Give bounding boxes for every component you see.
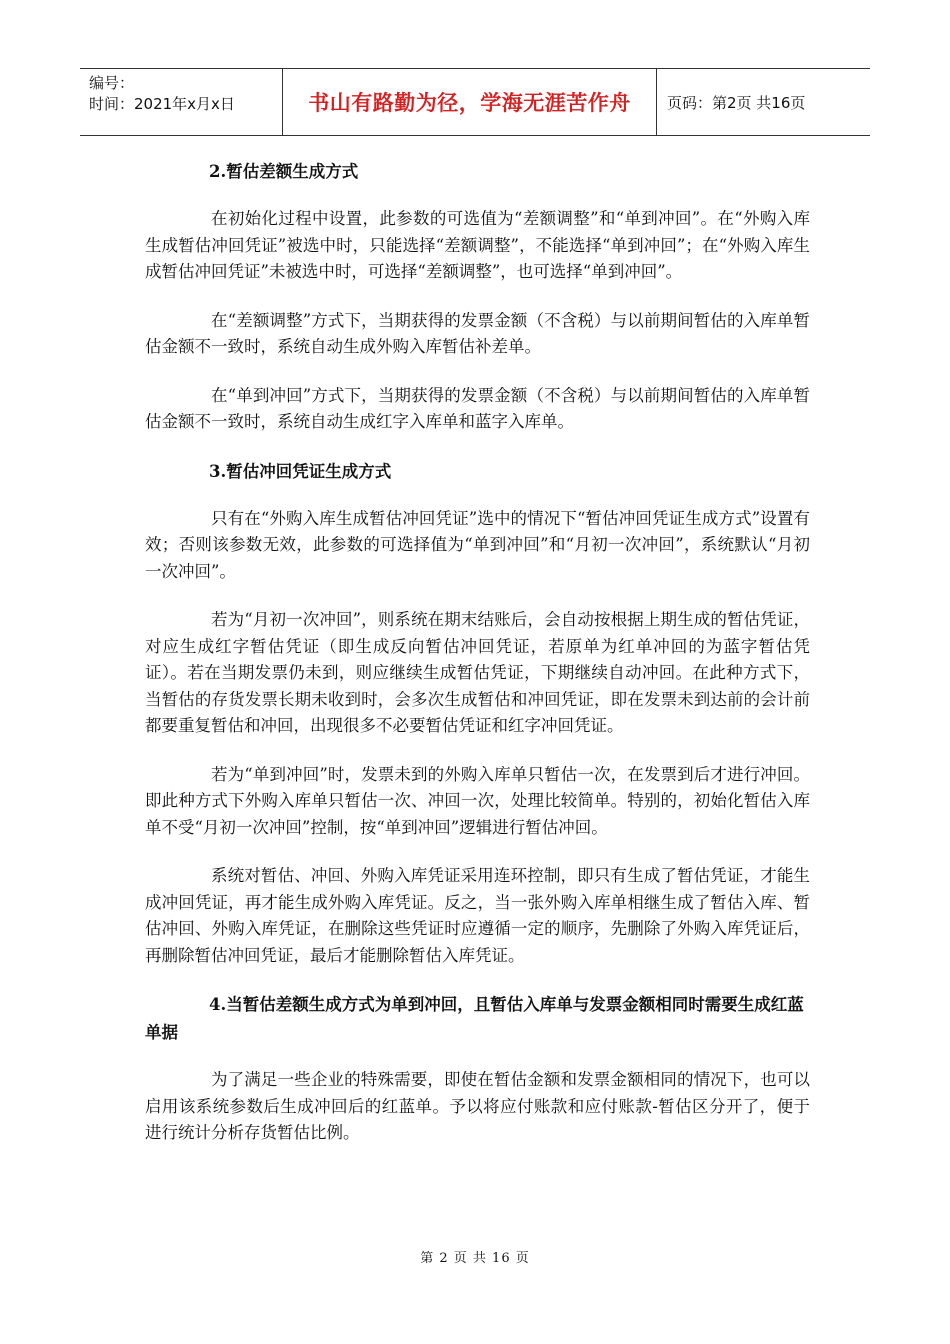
- page-footer: 第 2 页 共 16 页: [420, 1251, 530, 1266]
- section-heading: 4.当暂估差额生成方式为单到冲回，且暂估入库单与发票金额相同时需要生成红蓝单据: [145, 995, 804, 1042]
- motto-text: 书山有路勤为径，学海无涯苦作舟: [308, 91, 631, 115]
- page-header: [80, 68, 870, 136]
- document-body: [145, 158, 810, 1147]
- paragraph: 在初始化过程中设置，此参数的可选值为“差额调整”和“单到冲回”。在“外购入库生成暂估冲回凭证”被选中时，只能选择“差额调整”，不能选择“单到冲回”；在“外购入库生成暂估冲回凭证”未被选中时，可选择“差额调整”，也可选择“单到冲回”。: [145, 209, 810, 281]
- paragraph: 在“单到冲回”方式下，当期获得的发票金额（不含税）与以前期间暂估的入库单暂估金额不一致时，系统自动生成红字入库单和蓝字入库单。: [145, 385, 810, 431]
- header-meta: [80, 69, 283, 135]
- paragraph: 若为“月初一次冲回”，则系统在期末结账后，会自动按根据上期生成的暂估凭证，对应生成红字暂估凭证（即生成反向暂估冲回凭证，若原单为红单冲回的为蓝字暂估凭证）。若在当期发票仍未到，则应继续生成暂估凭证，下期继续自动冲回。在此种方式下，当暂估的存货发票长期未收到时，会多次生成暂估和冲回凭证，即在发票未到达前的会计前都要重复暂估和冲回，出现很多不必要暂估凭证和红字冲回凭证。: [145, 610, 810, 735]
- time-label: 时间：2021年x月x日: [89, 95, 235, 113]
- paragraph: 在“差额调整”方式下，当期获得的发票金额（不含税）与以前期间暂估的入库单暂估金额不一致时，系统自动生成外购入库暂估补差单。: [145, 310, 810, 356]
- paragraph: 只有在“外购入库生成暂估冲回凭证”选中的情况下“暂估冲回凭证生成方式”设置有效；否则该参数无效，此参数的可选择值为“单到冲回”和“月初一次冲回”，系统默认“月初一次冲回”。: [145, 508, 810, 581]
- page-info: 页码：第2页 共16页: [667, 93, 806, 112]
- paragraph: 系统对暂估、冲回、外购入库凭证采用连环控制，即只有生成了暂估凭证，才能生成冲回凭证，再才能生成外购入库凭证。反之，当一张外购入库单相继生成了暂估入库、暂估冲回、外购入库凭证，在删除这些凭证时应遵循一定的顺序，先删除了外购入库凭证后，再删除暂估冲回凭证，最后才能删除暂估入库凭证。: [145, 866, 810, 965]
- code-label: 编号：: [89, 74, 135, 92]
- section-heading: 3.暂估冲回凭证生成方式: [209, 461, 392, 481]
- header-motto-cell: [283, 69, 657, 135]
- section-heading: 2.暂估差额生成方式: [209, 162, 359, 181]
- paragraph: 为了满足一些企业的特殊需要，即使在暂估金额和发票金额相同的情况下，也可以启用该系统参数后生成冲回后的红蓝单。予以将应付账款和应付账款-暂估区分开了，便于进行统计分析存货暂估比例。: [145, 1070, 810, 1142]
- paragraph: 若为“单到冲回”时，发票未到的外购入库单只暂估一次，在发票到后才进行冲回。即此种方式下外购入库单只暂估一次、冲回一次，处理比较简单。特别的，初始化暂估入库单不受“月初一次冲回”控制，按“单到冲回”逻辑进行暂估冲回。: [145, 764, 810, 837]
